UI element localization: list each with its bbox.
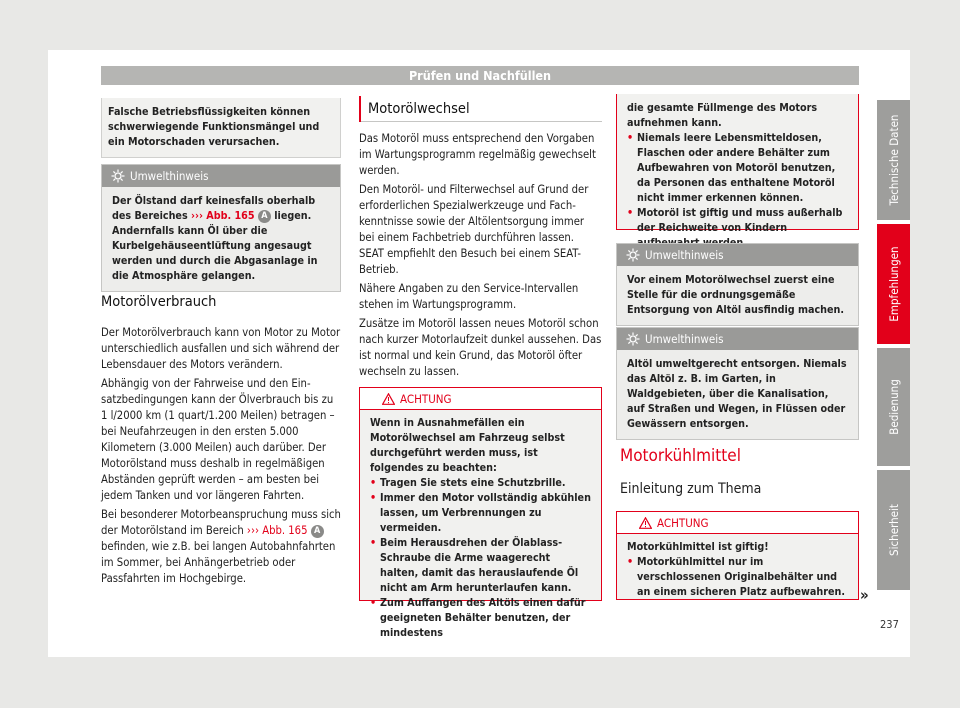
tab-label: Sicherheit: [886, 504, 901, 556]
warning-body: [617, 534, 858, 607]
warning-continuation-body: [617, 94, 858, 258]
para-text-a: Bei besonderer Motorbeanspruchung muss sich der Motorölstand im Bereich: [101, 508, 341, 537]
warning-triangle-icon: [382, 393, 395, 405]
paragraph: Zusätze im Motoröl lassen neues Motoröl schon nach kurzer Motorlaufzeit dunkel aussehen. Das ist normal und kein Grund, das Motoröl öfter wechseln zu lassen.: [359, 317, 602, 378]
env-note-body: Vor einem Motorölwechsel zuerst eine Stelle für die ordnungsgemäße Entsorgung von Altöl ausfindig machen.: [627, 273, 845, 316]
paragraph: Abhängig von der Fahrweise und den Einsatzbedingungen kann der Ölverbrauch bis zu 1 l/2000 km (1 quart/1.200 Meilen) betragen – bei Neufahrzeugen in den ersten 5.000 Kilometern (3.000 Meilen) auch darüber. Der Motorölstand muss deshalb in regelmäßigen Abständen geprüft werden – am besten bei jedem Tanken und vor längeren Fahrten.: [101, 377, 335, 502]
warning-continuation: Falsche Betriebsflüssigkeiten können schwerwiegende Funktionsmängel und ein Motorschaden verursachen.: [101, 98, 341, 158]
continue-icon: »: [860, 586, 869, 604]
para-text-b: befinden, wie z.B. bei langen Autobahnfahrten im Sommer, bei Anhängerbetrieb oder Passfahrten im Hochgebirge.: [101, 540, 336, 585]
env-note-header: [102, 165, 340, 187]
leaf-icon: [111, 169, 125, 183]
paragraph: Der Motorölverbrauch kann von Motor zu Motor unterschiedlich ausfallen und sich während der Lebensdauer des Motors verändern.: [101, 326, 341, 371]
env-note-header: [617, 328, 858, 350]
figure-link[interactable]: Abb. 165: [206, 209, 255, 222]
warning-triangle-icon: [639, 517, 652, 529]
section-title-intro: Einleitung zum Thema: [620, 481, 762, 497]
page-number: 237: [880, 618, 899, 631]
env-note-title: Umwelthinweis: [645, 332, 724, 346]
env-note-title: Umwelthinweis: [645, 248, 724, 262]
oil-consumption-text: [101, 325, 341, 590]
oil-change-text: [359, 131, 602, 383]
paragraph: Das Motoröl muss entsprechend den Vorgaben im Wartungsprogramm regelmäßig gewechselt werden.: [359, 132, 596, 177]
tab-empfehlungen[interactable]: [877, 224, 910, 344]
env-note-title: Umwelthinweis: [130, 169, 209, 183]
callout-a: A: [258, 210, 271, 223]
warning-body: [360, 410, 601, 648]
warning-bullet: • Motorkühlmittel nur im verschlossenen Originalbehälter und an einem sicheren Platz aufbewahren.: [627, 554, 848, 599]
paragraph: [101, 507, 341, 587]
tab-label: Technische Daten: [886, 114, 901, 206]
warning-bullet: • Immer den Motor vollständig abkühlen lassen, um Verbrennungen zu vermeiden.: [370, 490, 591, 535]
warning-intro: Wenn in Ausnahmefällen ein Motorölwechsel am Fahrzeug selbst durchgeführt werden muss, ist folgendes zu beachten:: [370, 416, 565, 474]
warning-bullet: • Beim Herausdrehen der Ölablass-Schraube die Arme waagerecht halten, damit das herauslaufende Öl nicht am Arm herunterlaufen kann.: [370, 535, 591, 595]
warning-continuation-box: [616, 94, 859, 234]
leaf-icon: [626, 332, 640, 346]
warning-cont-text: die gesamte Füllmenge des Motors aufnehmen kann.: [627, 101, 818, 129]
warning-title: ACHTUNG: [400, 392, 452, 406]
tab-sicherheit[interactable]: [877, 470, 910, 590]
callout-a: A: [311, 525, 324, 538]
warning-bullet: • Motoröl ist giftig und muss außerhalb der Reichweite von Kindern: [627, 205, 848, 250]
env-note-box: [616, 327, 859, 440]
paragraph: Nähere Angaben zu den Service-Intervallen stehen im Wartungsprogramm.: [359, 282, 579, 311]
section-title-oil-change-wrap: [359, 96, 602, 122]
env-note-body: [102, 187, 340, 291]
chapter-title: Motorkühlmittel: [620, 446, 741, 466]
paragraph: Den Motoröl- und Filterwechsel auf Grund der erforderlichen Spezialwerkzeuge und Fachkenntnisse sowie der Altölentsorgung immer bei einem Fachbetrieb durchführen lassen. SEAT empfiehlt den Besuch bei einem SEAT-Betrieb.: [359, 183, 589, 276]
tab-bedienung[interactable]: [877, 348, 910, 466]
column-1: [101, 98, 341, 158]
env-note-box: [616, 243, 859, 326]
warning-title: ACHTUNG: [657, 516, 709, 530]
section-title-oil-consumption: Motorölverbrauch: [101, 294, 217, 310]
env-text-b: liegen. Andernfalls kann Öl über die Kurbelgehäuseentlüftung angesaugt werden und durch die Abgasanlage in die Atmosphäre gelangen.: [112, 209, 318, 282]
figure-link[interactable]: Abb. 165: [262, 524, 308, 537]
page-header: Prüfen und Nachfüllen: [101, 66, 859, 85]
warning-bullet: • Tragen Sie stets eine Schutzbrille.: [370, 475, 591, 490]
env-note-box: [101, 164, 341, 292]
tab-technische-daten[interactable]: [877, 100, 910, 220]
warning-bullet: • Niemals leere Lebensmitteldosen, Flaschen oder andere Behälter zum Aufbewahren von Motoröl benutzen, da Personen das enthaltene Motoröl nicht immer erkennen können.: [627, 130, 848, 205]
warning-intro: Motorkühlmittel ist giftig!: [627, 540, 769, 553]
warning-box: [616, 511, 859, 600]
tab-label: Bedienung: [886, 379, 901, 435]
title-accent-bar: [359, 96, 361, 122]
section-title-oil-change: Motorölwechsel: [368, 101, 470, 117]
warning-box: [359, 387, 602, 639]
link-arrows: ›››: [246, 524, 259, 537]
leaf-icon: [626, 248, 640, 262]
warning-header: [617, 512, 858, 534]
warning-header: [360, 388, 601, 410]
tab-label: Empfehlungen: [886, 246, 901, 322]
env-note-header: [617, 244, 858, 266]
env-text-a: Der Ölstand darf keinesfalls oberhalb des Bereiches: [112, 194, 316, 222]
env-note-body: Altöl umweltgerecht entsorgen. Niemals das Altöl z. B. im Garten, in Waldgebieten, über die Kanalisation, auf Straßen und Wegen, in Flüssen oder Gewässern entsorgen.: [627, 357, 847, 430]
warning-bullet: • Zum Auffangen des Altöls einen dafür geeigneten Behälter benutzen, der mindestens: [370, 595, 591, 640]
link-arrows: ›››: [191, 209, 203, 222]
